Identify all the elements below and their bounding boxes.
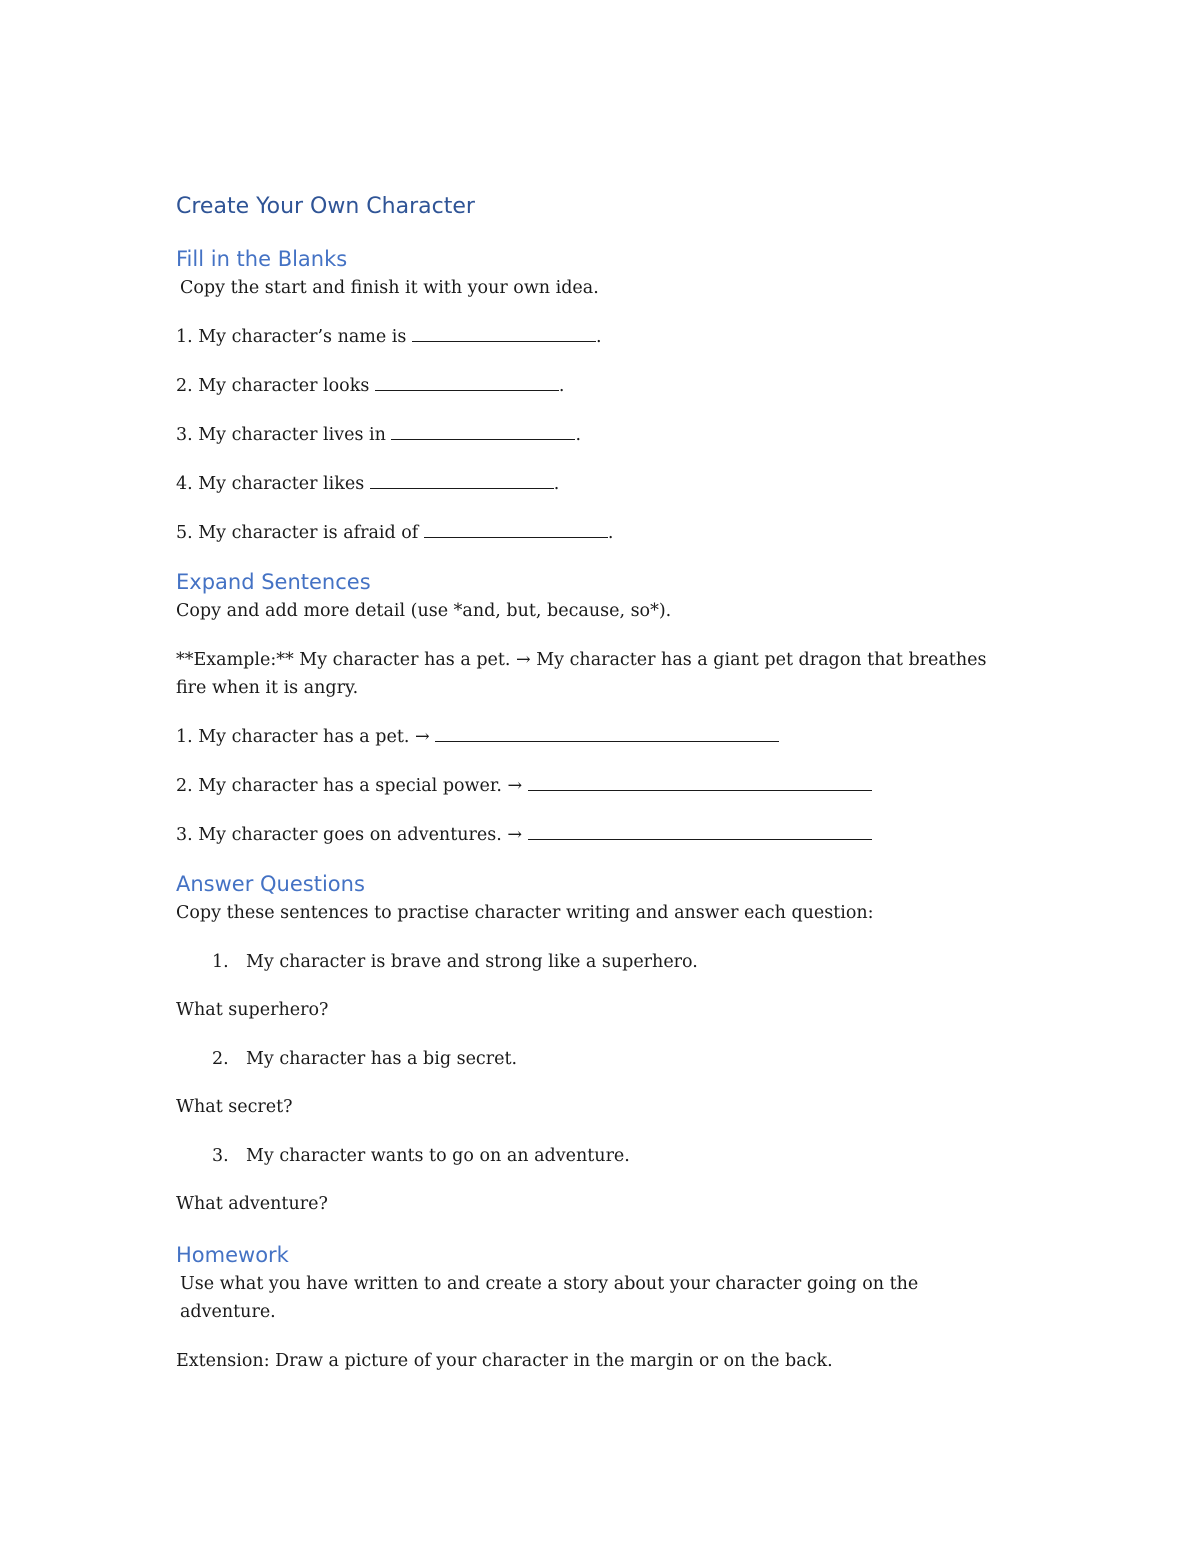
answer-blank[interactable] [435,723,779,742]
fill-blank-item-5: 5. My character is afraid of . [176,519,1016,547]
question-sentence-2: 2. My character has a big secret. [212,1049,518,1069]
answer-blank[interactable] [391,421,575,440]
expand-item-1: 1. My character has a pet. → [176,723,1016,751]
expand-heading: Expand Sentences [176,570,371,594]
fill-blank-item-1: 1. My character’s name is . [176,323,1016,351]
fill-blank-item-2: 2. My character looks . [176,372,1016,400]
document-page [176,190,1016,1375]
question-1: What superhero? [176,1000,329,1020]
answer-blank[interactable] [412,323,596,342]
homework-heading: Homework [176,1243,289,1267]
fill-blank-item-4: 4. My character likes . [176,470,1016,498]
question-2: What secret? [176,1097,293,1117]
answer-blank[interactable] [528,772,872,791]
homework-text: Use what you have written to and create a story about your character going on the adventure. [180,1274,919,1322]
answer-blank[interactable] [370,470,554,489]
questions-heading: Answer Questions [176,872,365,896]
questions-instruction: Copy these sentences to practise character writing and answer each question: [176,903,874,923]
expand-item-2: 2. My character has a special power. → [176,772,1016,800]
expand-example: **Example:** My character has a pet. → My character has a giant pet dragon that breathes fire when it is angry. [176,650,987,698]
homework-extension: Extension: Draw a picture of your character in the margin or on the back. [176,1351,833,1371]
document-title: Create Your Own Character [176,194,475,219]
answer-blank[interactable] [528,821,872,840]
expand-item-3: 3. My character goes on adventures. → [176,821,1016,849]
expand-instruction: Copy and add more detail (use *and, but, because, so*). [176,601,672,621]
question-3: What adventure? [176,1194,328,1214]
answer-blank[interactable] [424,519,608,538]
question-sentence-1: 1. My character is brave and strong like a superhero. [212,952,698,972]
answer-blank[interactable] [375,372,559,391]
fill-blanks-heading: Fill in the Blanks [176,247,348,271]
fill-blanks-instruction: Copy the start and finish it with your own idea. [180,278,599,298]
fill-blank-item-3: 3. My character lives in . [176,421,1016,449]
question-sentence-3: 3. My character wants to go on an adventure. [212,1146,630,1166]
